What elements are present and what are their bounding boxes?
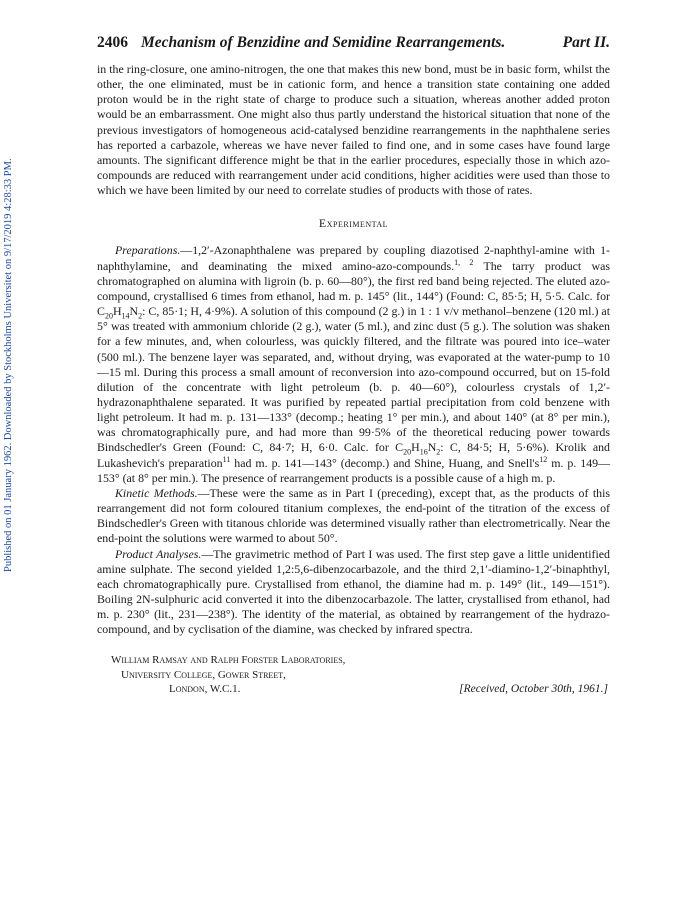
article-page: [97, 34, 610, 697]
intro-paragraph: in the ring-closure, one amino-nitrogen, the one that makes this new bond, must be in basic form, whilst the other, the one eliminated, must be in cationic form, and hence a transition state containing one added proton would be in the right state of charge to produce such a situation, whereas another added proton would be an embarrassment. One might also thus partly understand the historical situation that none of the previous investigators of homogeneous acid-catalysed benzidine rearrangements in the naphthalene series has reported a carbazole, whereas we have never failed to find one, and in some cases have found large amounts. The significant difference might be that in the earlier procedures, especially those in which azo-compounds are reduced with rearrangement under acid conditions, higher acidities were used than those to which we have been limited by our need to correlate studies of products with those of rates.: [97, 62, 610, 198]
formula-1-h: H: [112, 304, 122, 319]
ref-11: 11: [222, 454, 231, 464]
ref-12: 12: [539, 454, 548, 464]
formula-1-sub-n: 2: [138, 311, 143, 321]
kinetic-methods-paragraph: [97, 486, 610, 547]
received-date: [Received, October 30th, 1961.]: [459, 683, 608, 696]
prep-text-5: had m. p. 141—143° (decomp.) and Shine, Huang, and Snell's: [230, 455, 540, 470]
kinetic-runin: Kinetic Methods.: [115, 485, 198, 500]
affiliation-line-1: William Ramsay and Ralph Forster Laboratories,: [111, 654, 346, 667]
prep-text-6: m. p. 149—153° (at 8° per min.). The presence of rearrangement products is a possible cause of a high m. p.: [97, 455, 610, 485]
formula-2-h: H: [411, 440, 420, 455]
page-number: 2406: [97, 34, 128, 51]
prep-text-1: —1,2′-Azonaphthalene was prepared by coupling diazotised 2-naphthyl-amine with 1-naphthylamine, and deaminating the mixed amino-azo-compounds.: [97, 243, 610, 273]
affiliation-line-2: University College, Gower Street,: [121, 668, 286, 681]
affiliation-line-3: London, W.C.1.: [169, 683, 241, 696]
ref-1-2: 1, 2: [454, 257, 474, 267]
formula-2-sub-c: 20: [403, 447, 412, 457]
section-heading-experimental: Experimental: [318, 216, 389, 231]
product-analyses-paragraph: [97, 547, 610, 638]
prep-text-4: : C, 84·5; H, 5·6%). Krolik and Lukashevich's preparation: [97, 440, 610, 470]
kinetic-text: —These were the same as in Part I (preceding), except that, as the products of this rearrangement did not form coloured titanium complexes, the end-point of the titration of the excess of Bindschedler's Green with titanous chloride was determined visually rather than electrometrically. Near the end-point the solutions were warmed to about 50°.: [97, 485, 610, 546]
prep-text-3: : C, 85·1; H, 4·9%). A solution of this compound (2 g.) in 1 : 1 v/v methanol–benzene (120 ml.) at 5° was treated with ammonium chloride (2 g.), water (5 ml.), and zinc dust (5 g.). The solution was shaken for a few minutes, and, when colourless, was quickly filtered, and the filtrate was poured into ice–water (500 ml.). The benzene layer was separated, and, without drying, was evaporated at the water-pump to 10—15 ml. During this process a small amount of reconversion into azo-compound occurred, but on 15-fold dilution of the concentrate with light petroleum (b. p. 40—60°), colourless crystals of 1,2′-hydrazonaphthalene separated. It was purified by repeated partial precipitation from cold benzene with light petroleum. It had m. p. 131—133° (decomp.; heating 1° per min.), and about 140° (at 8° per min.), was chromatographically pure, and had more than 99·5% of the theoretical reducing power towards Bindschedler's Green (Found: C, 84·7; H, 6·0. Calc. for C: [97, 304, 610, 455]
download-watermark: Published on 01 January 1962. Downloaded by Stockholms Universitet on 9/17/2019 4:28:33 PM.: [3, 158, 14, 572]
prep-text-2: The tarry product was chromatographed on alumina with ligroin (b. p. 60—80°), the first red band being rejected. The eluted azo-compound, crystallised 6 times from ethanol, had m. p. 145° (lit., 144°) (Found: C, 85·5; H, 5·5. Calc. for C: [97, 258, 610, 319]
formula-2-sub-n: 2: [436, 447, 441, 457]
running-title: Mechanism of Benzidine and Semidine Rearrangements.: [141, 34, 506, 51]
formula-1-n: N: [129, 304, 139, 319]
formula-1-sub-h: 14: [121, 311, 130, 321]
part-label: Part II.: [562, 34, 610, 51]
preparations-runin: Preparations.: [115, 243, 181, 258]
product-text: —The gravimetric method of Part I was used. The first step gave a little unidentified amine sulphate. The second yielded 1,2:5,6-dibenzocarbazole, and the third 2,1′-diamino-1,2′-binaphthyl, each chromatographically pure. Crystallised from ethanol, the diamine had m. p. 149° (lit., 149—151°). Boiling 2N-sulphuric acid converted it into the dibenzocarbazole. The latter, crystallised from ethanol, had m. p. 230° (lit., 231—238°). The identity of the material, as obtained by rearrangement of the hydrazo-compound, and by cyclisation of the diamine, was checked by infrared spectra.: [97, 546, 610, 637]
running-header: [97, 34, 610, 56]
formula-2-sub-h: 16: [419, 447, 428, 457]
preparations-paragraph: [97, 243, 610, 486]
product-runin: Product Analyses.: [115, 546, 202, 561]
affiliation-block: [97, 653, 610, 697]
formula-2-n: N: [427, 440, 437, 455]
formula-1-sub-c: 20: [104, 311, 113, 321]
